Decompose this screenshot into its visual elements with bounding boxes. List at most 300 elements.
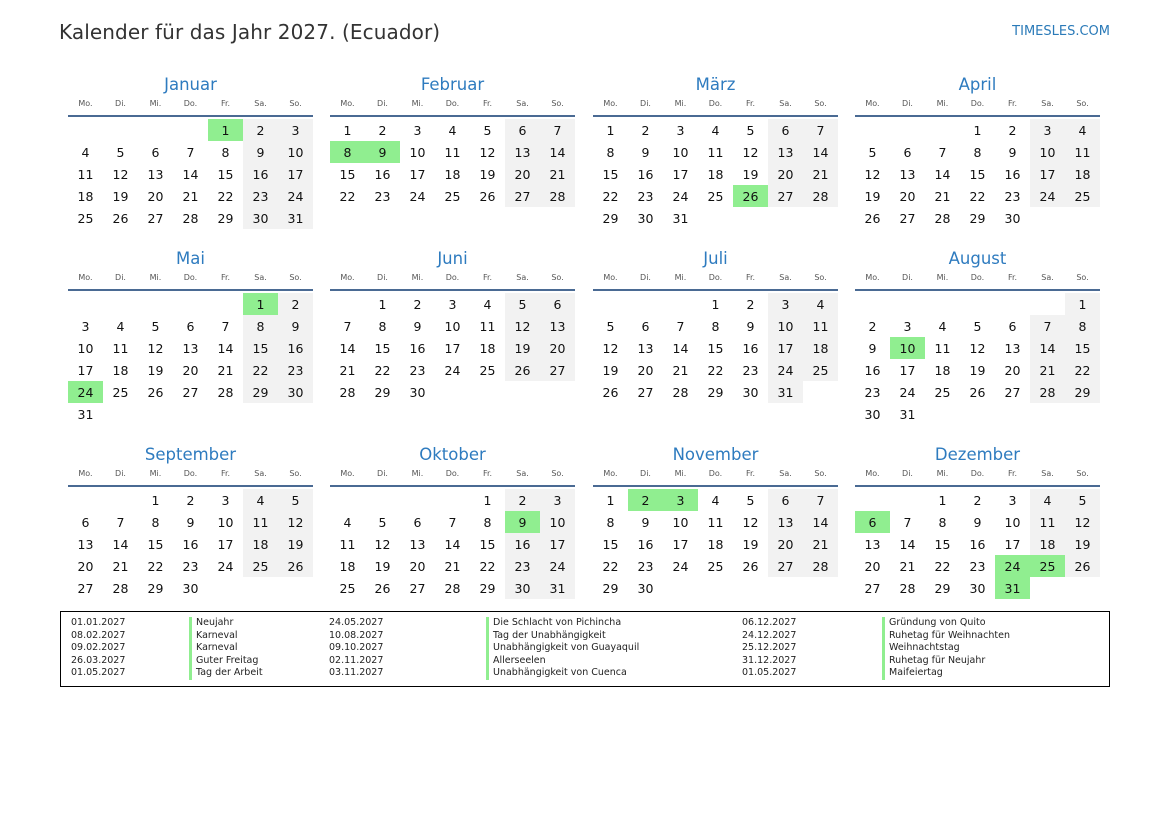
day-cell: 10	[217, 514, 234, 530]
day-cell: 19	[505, 337, 540, 359]
day-cell: 17	[540, 533, 575, 555]
weekday-label: Sa.	[1041, 99, 1054, 108]
day-cell: 3	[676, 122, 685, 138]
day-cell: 19	[864, 188, 881, 204]
weekday-header	[68, 469, 313, 483]
day-cell: 10	[672, 144, 689, 160]
month-divider	[68, 485, 313, 487]
day-grid	[68, 293, 313, 425]
day-cell: 25	[112, 384, 129, 400]
day-cell: 19	[112, 188, 129, 204]
weekday-label: Mi.	[936, 469, 949, 478]
day-cell: 16	[637, 166, 654, 182]
day-cell: 30	[637, 580, 654, 596]
weekday-label: Fr.	[220, 99, 231, 108]
day-cell: 1	[711, 296, 720, 312]
weekday-label: Do.	[445, 469, 460, 478]
day-cell: 8	[606, 514, 615, 530]
day-cell: 19	[742, 536, 759, 552]
legend-holiday-name: Die Schlacht von Pichincha	[486, 617, 639, 630]
legend-holiday-name: Ruhetag für Neujahr	[882, 655, 1010, 668]
day-cell: 26	[969, 384, 986, 400]
day-cell: 27	[768, 185, 803, 207]
legend-date: 24.12.2027	[742, 629, 797, 641]
day-cell: 15	[1065, 337, 1100, 359]
holiday-day-cell: 6	[855, 511, 890, 533]
day-cell: 24	[1030, 185, 1065, 207]
empty-day	[890, 489, 925, 511]
day-cell: 6	[641, 318, 650, 334]
day-cell: 3	[540, 489, 575, 511]
day-cell: 7	[186, 144, 195, 160]
month-9	[68, 445, 313, 599]
empty-day	[138, 293, 173, 315]
day-cell: 8	[1065, 315, 1100, 337]
weekday-label: Mo.	[78, 469, 93, 478]
day-cell: 19	[278, 533, 313, 555]
day-cell: 24	[768, 359, 803, 381]
day-cell: 22	[934, 558, 951, 574]
day-cell: 21	[672, 362, 689, 378]
day-cell: 7	[803, 119, 838, 141]
day-cell: 16	[409, 340, 426, 356]
day-cell: 22	[374, 362, 391, 378]
day-cell: 19	[742, 166, 759, 182]
day-cell: 1	[606, 492, 615, 508]
weekday-label: Mi.	[936, 99, 949, 108]
day-cell: 12	[278, 511, 313, 533]
holiday-day-cell: 25	[1030, 555, 1065, 577]
day-cell: 5	[151, 318, 160, 334]
day-grid	[68, 489, 313, 599]
weekday-label: Do.	[445, 273, 460, 282]
day-cell: 4	[243, 489, 278, 511]
day-cell: 29	[147, 580, 164, 596]
legend-holiday-name: Tag der Arbeit	[189, 667, 263, 680]
legend-date: 10.08.2027	[329, 629, 384, 641]
day-cell: 12	[602, 340, 619, 356]
day-cell: 23	[637, 558, 654, 574]
day-cell: 10	[1004, 514, 1021, 530]
day-cell: 2	[278, 293, 313, 315]
day-cell: 26	[374, 580, 391, 596]
day-cell: 2	[243, 119, 278, 141]
month-7	[593, 249, 838, 403]
weekday-label: Di.	[377, 99, 388, 108]
empty-day	[330, 293, 365, 315]
legend-names-col-2	[486, 617, 639, 680]
weekday-label: Di.	[377, 469, 388, 478]
weekday-label: Di.	[640, 99, 651, 108]
day-cell: 5	[746, 492, 755, 508]
day-cell: 13	[505, 141, 540, 163]
weekday-label: Fr.	[745, 99, 756, 108]
day-cell: 19	[374, 558, 391, 574]
day-cell: 29	[243, 381, 278, 403]
day-cell: 12	[1065, 511, 1100, 533]
day-cell: 29	[1065, 381, 1100, 403]
weekday-label: Mo.	[340, 99, 355, 108]
day-cell: 28	[1030, 381, 1065, 403]
day-grid	[855, 489, 1100, 599]
day-cell: 5	[378, 514, 387, 530]
day-cell: 18	[934, 362, 951, 378]
weekday-label: Sa.	[779, 99, 792, 108]
legend-names-col-1	[189, 617, 263, 680]
day-cell: 21	[1030, 359, 1065, 381]
day-cell: 22	[707, 362, 724, 378]
weekday-label: So.	[289, 99, 302, 108]
empty-day	[663, 293, 698, 315]
day-cell: 1	[1065, 293, 1100, 315]
legend-dates-col-1	[71, 617, 125, 680]
day-cell: 29	[479, 580, 496, 596]
weekday-label: Mi.	[149, 99, 162, 108]
day-cell: 6	[540, 293, 575, 315]
month-4	[855, 75, 1100, 229]
day-cell: 5	[483, 122, 492, 138]
day-cell: 28	[112, 580, 129, 596]
day-cell: 18	[479, 340, 496, 356]
day-grid	[330, 119, 575, 207]
day-cell: 14	[182, 166, 199, 182]
day-cell: 18	[1030, 533, 1065, 555]
day-cell: 25	[1065, 185, 1100, 207]
empty-day	[208, 293, 243, 315]
month-6	[330, 249, 575, 403]
weekday-label: Do.	[708, 469, 723, 478]
day-cell: 19	[969, 362, 986, 378]
day-cell: 17	[1004, 536, 1021, 552]
day-cell: 3	[903, 318, 912, 334]
weekday-header	[855, 469, 1100, 483]
weekday-label: Do.	[970, 469, 985, 478]
day-cell: 7	[803, 489, 838, 511]
day-cell: 6	[151, 144, 160, 160]
day-cell: 4	[803, 293, 838, 315]
day-cell: 13	[899, 166, 916, 182]
empty-day	[400, 489, 435, 511]
day-cell: 7	[221, 318, 230, 334]
weekday-label: Fr.	[220, 469, 231, 478]
day-cell: 17	[77, 362, 94, 378]
month-11	[593, 445, 838, 599]
month-10	[330, 445, 575, 599]
day-cell: 8	[938, 514, 947, 530]
day-cell: 5	[278, 489, 313, 511]
legend-date: 06.12.2027	[742, 617, 797, 628]
legend-holiday-name: Tag der Unabhängigkeit	[486, 630, 639, 643]
day-cell: 23	[969, 558, 986, 574]
day-cell: 1	[151, 492, 160, 508]
day-cell: 7	[676, 318, 685, 334]
day-cell: 17	[217, 536, 234, 552]
month-12	[855, 445, 1100, 599]
weekday-label: Do.	[183, 99, 198, 108]
day-cell: 26	[479, 188, 496, 204]
day-cell: 15	[479, 536, 496, 552]
weekday-label: Mi.	[936, 273, 949, 282]
day-cell: 9	[413, 318, 422, 334]
day-cell: 24	[540, 555, 575, 577]
weekday-label: Di.	[640, 273, 651, 282]
day-cell: 16	[374, 166, 391, 182]
day-cell: 30	[278, 381, 313, 403]
day-cell: 20	[77, 558, 94, 574]
day-cell: 25	[707, 558, 724, 574]
legend-holiday-name: Weihnachtstag	[882, 642, 1010, 655]
day-cell: 30	[969, 580, 986, 596]
holiday-day-cell: 2	[628, 489, 663, 511]
day-cell: 27	[409, 580, 426, 596]
month-name: Mai	[176, 249, 205, 268]
weekday-label: Di.	[377, 273, 388, 282]
day-cell: 7	[540, 119, 575, 141]
month-2	[330, 75, 575, 207]
day-cell: 24	[409, 188, 426, 204]
day-cell: 15	[147, 536, 164, 552]
empty-day	[68, 293, 103, 315]
empty-day	[103, 293, 138, 315]
day-cell: 23	[1004, 188, 1021, 204]
day-cell: 5	[868, 144, 877, 160]
month-divider	[68, 115, 313, 117]
weekday-label: Di.	[115, 273, 126, 282]
holiday-day-cell: 10	[890, 337, 925, 359]
day-cell: 17	[409, 166, 426, 182]
weekday-label: Mi.	[411, 273, 424, 282]
day-cell: 5	[606, 318, 615, 334]
weekday-label: Di.	[902, 273, 913, 282]
day-cell: 19	[1065, 533, 1100, 555]
empty-day	[435, 489, 470, 511]
day-grid	[330, 293, 575, 403]
day-cell: 20	[409, 558, 426, 574]
weekday-label: Mo.	[865, 99, 880, 108]
day-cell: 6	[1008, 318, 1017, 334]
day-cell: 4	[448, 122, 457, 138]
day-cell: 15	[969, 166, 986, 182]
holiday-day-cell: 1	[208, 119, 243, 141]
weekday-label: Do.	[445, 99, 460, 108]
day-cell: 11	[243, 511, 278, 533]
legend-date: 08.02.2027	[71, 629, 126, 641]
legend-date: 03.11.2027	[329, 667, 384, 679]
day-cell: 12	[112, 166, 129, 182]
day-cell: 21	[803, 533, 838, 555]
day-cell: 28	[803, 185, 838, 207]
day-grid	[593, 119, 838, 229]
day-cell: 8	[973, 144, 982, 160]
day-cell: 24	[672, 188, 689, 204]
weekday-label: So.	[289, 469, 302, 478]
day-cell: 14	[217, 340, 234, 356]
day-cell: 13	[77, 536, 94, 552]
day-cell: 29	[217, 210, 234, 226]
month-5	[68, 249, 313, 425]
weekday-header	[593, 273, 838, 287]
weekday-header	[593, 99, 838, 113]
day-cell: 4	[711, 492, 720, 508]
day-cell: 11	[1030, 511, 1065, 533]
month-divider	[593, 485, 838, 487]
day-cell: 4	[483, 296, 492, 312]
weekday-label: Sa.	[779, 273, 792, 282]
month-name: August	[948, 249, 1007, 268]
day-cell: 17	[768, 337, 803, 359]
day-cell: 6	[505, 119, 540, 141]
holiday-day-cell: 26	[733, 185, 768, 207]
day-cell: 16	[969, 536, 986, 552]
weekday-label: Sa.	[779, 469, 792, 478]
day-cell: 2	[973, 492, 982, 508]
day-cell: 18	[1065, 163, 1100, 185]
day-cell: 24	[899, 384, 916, 400]
day-cell: 27	[505, 185, 540, 207]
day-cell: 30	[1004, 210, 1021, 226]
day-cell: 28	[672, 384, 689, 400]
weekday-label: Do.	[183, 273, 198, 282]
day-cell: 18	[77, 188, 94, 204]
day-cell: 14	[803, 141, 838, 163]
day-cell: 25	[444, 188, 461, 204]
day-cell: 13	[182, 340, 199, 356]
day-cell: 22	[1065, 359, 1100, 381]
day-cell: 3	[413, 122, 422, 138]
day-grid	[330, 489, 575, 599]
weekday-label: Mo.	[603, 99, 618, 108]
day-grid	[855, 119, 1100, 229]
month-name: Oktober	[419, 445, 486, 464]
day-cell: 11	[479, 318, 496, 334]
day-cell: 2	[413, 296, 422, 312]
day-cell: 8	[606, 144, 615, 160]
day-cell: 7	[903, 514, 912, 530]
day-cell: 2	[1008, 122, 1017, 138]
empty-day	[68, 489, 103, 511]
weekday-label: So.	[1076, 273, 1089, 282]
day-cell: 29	[934, 580, 951, 596]
weekday-label: Fr.	[220, 273, 231, 282]
day-cell: 22	[969, 188, 986, 204]
day-cell: 6	[768, 119, 803, 141]
day-cell: 22	[243, 359, 278, 381]
month-name: September	[144, 445, 237, 464]
month-divider	[330, 289, 575, 291]
day-cell: 22	[217, 188, 234, 204]
day-cell: 12	[374, 536, 391, 552]
day-cell: 18	[339, 558, 356, 574]
weekday-label: So.	[814, 99, 827, 108]
day-cell: 21	[112, 558, 129, 574]
weekday-label: So.	[814, 469, 827, 478]
weekday-header	[68, 273, 313, 287]
legend-holiday-name: Allerseelen	[486, 655, 639, 668]
legend-date: 01.01.2027	[71, 617, 126, 628]
day-cell: 2	[746, 296, 755, 312]
weekday-label: Sa.	[516, 99, 529, 108]
day-cell: 6	[81, 514, 90, 530]
weekday-label: Fr.	[745, 469, 756, 478]
weekday-header	[855, 273, 1100, 287]
day-cell: 8	[243, 315, 278, 337]
month-name: März	[695, 75, 736, 94]
day-cell: 9	[278, 315, 313, 337]
day-cell: 7	[938, 144, 947, 160]
day-cell: 17	[1030, 163, 1065, 185]
day-cell: 27	[182, 384, 199, 400]
day-cell: 11	[77, 166, 94, 182]
weekday-header	[330, 99, 575, 113]
day-cell: 27	[637, 384, 654, 400]
day-cell: 6	[186, 318, 195, 334]
day-cell: 13	[768, 141, 803, 163]
day-cell: 9	[243, 141, 278, 163]
day-cell: 22	[479, 558, 496, 574]
day-cell: 29	[707, 384, 724, 400]
weekday-label: Mo.	[603, 273, 618, 282]
weekday-label: Mo.	[78, 273, 93, 282]
day-cell: 13	[147, 166, 164, 182]
holiday-day-cell: 24	[995, 555, 1030, 577]
weekday-label: Sa.	[1041, 469, 1054, 478]
weekday-label: Do.	[708, 99, 723, 108]
day-cell: 1	[378, 296, 387, 312]
day-cell: 21	[934, 188, 951, 204]
day-cell: 6	[768, 489, 803, 511]
weekday-label: Mi.	[149, 469, 162, 478]
month-name: Juni	[437, 249, 468, 268]
day-cell: 14	[934, 166, 951, 182]
day-cell: 11	[444, 144, 461, 160]
empty-day	[628, 293, 663, 315]
month-divider	[330, 485, 575, 487]
day-cell: 26	[602, 384, 619, 400]
day-cell: 14	[339, 340, 356, 356]
weekday-label: Sa.	[254, 469, 267, 478]
day-cell: 18	[707, 166, 724, 182]
weekday-header	[330, 469, 575, 483]
weekday-label: Fr.	[1007, 273, 1018, 282]
day-cell: 15	[374, 340, 391, 356]
legend-holiday-name: Karneval	[189, 642, 263, 655]
day-cell: 30	[182, 580, 199, 596]
day-cell: 14	[444, 536, 461, 552]
day-cell: 12	[147, 340, 164, 356]
day-cell: 5	[1065, 489, 1100, 511]
legend-holiday-name: Neujahr	[189, 617, 263, 630]
day-cell: 8	[483, 514, 492, 530]
day-cell: 10	[409, 144, 426, 160]
day-cell: 11	[803, 315, 838, 337]
day-cell: 2	[186, 492, 195, 508]
day-cell: 3	[1008, 492, 1017, 508]
day-cell: 14	[899, 536, 916, 552]
day-cell: 9	[186, 514, 195, 530]
day-cell: 26	[112, 210, 129, 226]
day-cell: 20	[147, 188, 164, 204]
weekday-label: Di.	[902, 469, 913, 478]
day-cell: 22	[147, 558, 164, 574]
day-cell: 22	[602, 188, 619, 204]
weekday-label: Di.	[115, 469, 126, 478]
weekday-label: Sa.	[516, 273, 529, 282]
empty-day	[960, 293, 995, 315]
day-cell: 29	[969, 210, 986, 226]
brand-link[interactable]: TIMESLES.COM	[1012, 24, 1110, 39]
day-cell: 18	[243, 533, 278, 555]
day-cell: 30	[864, 406, 881, 422]
